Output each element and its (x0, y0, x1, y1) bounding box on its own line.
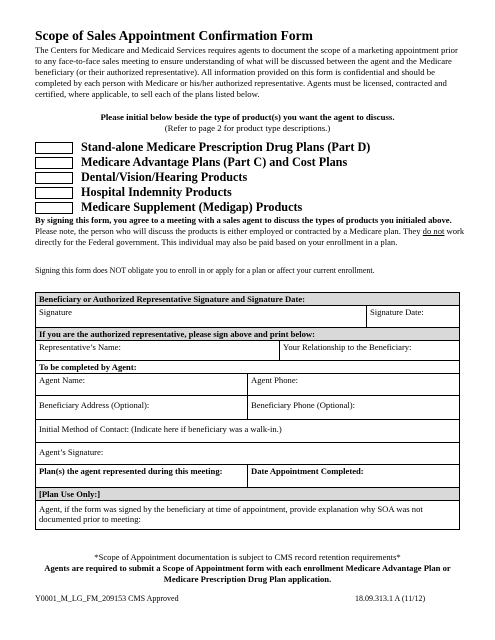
product-row (35, 140, 465, 155)
table-row (35, 501, 460, 530)
product-list (35, 140, 465, 215)
instruction-reference: (Refer to page 2 for product type descriptions.) (164, 123, 331, 133)
signature-field[interactable]: Signature (39, 307, 72, 317)
instruction-text: Please initial below beside the type of product(s) you want the agent to discuss. (100, 112, 395, 122)
table-row (35, 488, 460, 501)
beneficiary-phone-field[interactable]: Beneficiary Phone (Optional): (247, 396, 459, 419)
retention-note: *Scope of Appointment documentation is subject to CMS record retention requirements* (94, 552, 401, 562)
table-row (35, 396, 460, 420)
product-label: Medicare Advantage Plans (Part C) and Cost Plans (81, 155, 348, 169)
agent-signature-field[interactable]: Agent’s Signature: (39, 447, 104, 457)
intro-paragraph: The Centers for Medicare and Medicaid Services requires agents to document the scope of a marketing appointment prior to any face-to-face sales meeting to ensure understanding of what will be discussed between the agent and the Medicare beneficiary (or their authorized representative). All information provided on this form is confidential and should be completed by each person with Medicare or his/her authorized representative. Agents must be licensed, contracted and certified, where applicable, to sell each of the plans listed below. (35, 45, 458, 99)
explanation-field[interactable]: Agent, if the form was signed by the beneficiary at time of appointment, provide explanation why SOA was not documented prior to meeting: (39, 504, 423, 524)
table-row (35, 374, 460, 396)
plan-use-header: [Plan Use Only:] (36, 488, 459, 500)
relationship-field[interactable]: Your Relationship to the Beneficiary: (279, 341, 459, 360)
product-initial-box[interactable] (35, 157, 73, 169)
signature-table (35, 292, 460, 530)
agreement-text-2: work directly for the Federal government. This individual may also be paid based on your enrollment in a plan. (35, 226, 465, 247)
product-label: Medicare Supplement (Medigap) Products (81, 200, 303, 214)
obligation-note: Signing this form does NOT obligate you to enroll in or apply for a plan or affect your current enrollment. (35, 266, 375, 275)
instruction (35, 112, 460, 134)
product-initial-box[interactable] (35, 187, 73, 199)
date-completed-field[interactable]: Date Appointment Completed: (247, 465, 459, 487)
product-label: Dental/Vision/Hearing Products (81, 170, 248, 184)
table-row (35, 306, 460, 328)
beneficiary-header: Beneficiary or Authorized Representative Signature and Signature Date: (36, 293, 459, 305)
table-row (35, 341, 460, 361)
agreement-text-1: Please note, the person who will discuss the products is either employed or contracted by a Medicare plan. They (35, 226, 423, 236)
product-initial-box[interactable] (35, 142, 73, 154)
table-row (35, 361, 460, 374)
product-label: Hospital Indemnity Products (81, 185, 232, 199)
product-row (35, 170, 465, 185)
agent-name-field[interactable]: Agent Name: (39, 375, 86, 385)
product-initial-box[interactable] (35, 172, 73, 184)
submission-note: Agents are required to submit a Scope of Appointment form with each enrollment Medicare Advantage Plan or Medicare Prescription Drug Plan application. (44, 563, 451, 584)
product-label: Stand-alone Medicare Prescription Drug Plans (Part D) (81, 140, 371, 154)
form-version: 18.09.313.1 A (11/12) (355, 594, 426, 603)
plans-represented-field[interactable]: Plan(s) the agent represented during this meeting: (39, 466, 223, 476)
representative-header: If you are the authorized representative, please sign above and print below: (36, 328, 459, 340)
page-title: Scope of Sales Appointment Confirmation Form (35, 28, 313, 43)
agent-section-header: To be completed by Agent: (39, 362, 137, 372)
representative-name-field[interactable]: Representative’s Name: (39, 342, 121, 352)
product-row (35, 155, 465, 170)
beneficiary-address-field[interactable]: Beneficiary Address (Optional): (39, 400, 150, 410)
product-initial-box[interactable] (35, 202, 73, 214)
agreement-bold: By signing this form, you agree to a meeting with a sales agent to discuss the types of products you initialed above. (35, 215, 452, 225)
table-row (35, 328, 460, 341)
signature-date-field[interactable]: Signature Date: (366, 306, 459, 327)
table-row (35, 465, 460, 488)
table-row (35, 420, 460, 443)
table-row (35, 293, 460, 306)
initial-contact-field[interactable]: Initial Method of Contact: (Indicate here if beneficiary was a walk-in.) (39, 424, 282, 434)
product-row (35, 185, 465, 200)
agent-phone-field[interactable]: Agent Phone: (247, 374, 459, 395)
footnote (35, 552, 460, 585)
product-row (35, 200, 465, 215)
table-row (35, 443, 460, 465)
form-id: Y0001_M_LG_FM_209153 CMS Approved (35, 594, 179, 603)
agreement-underlined: do not (422, 226, 445, 236)
agreement-paragraph (35, 215, 465, 248)
